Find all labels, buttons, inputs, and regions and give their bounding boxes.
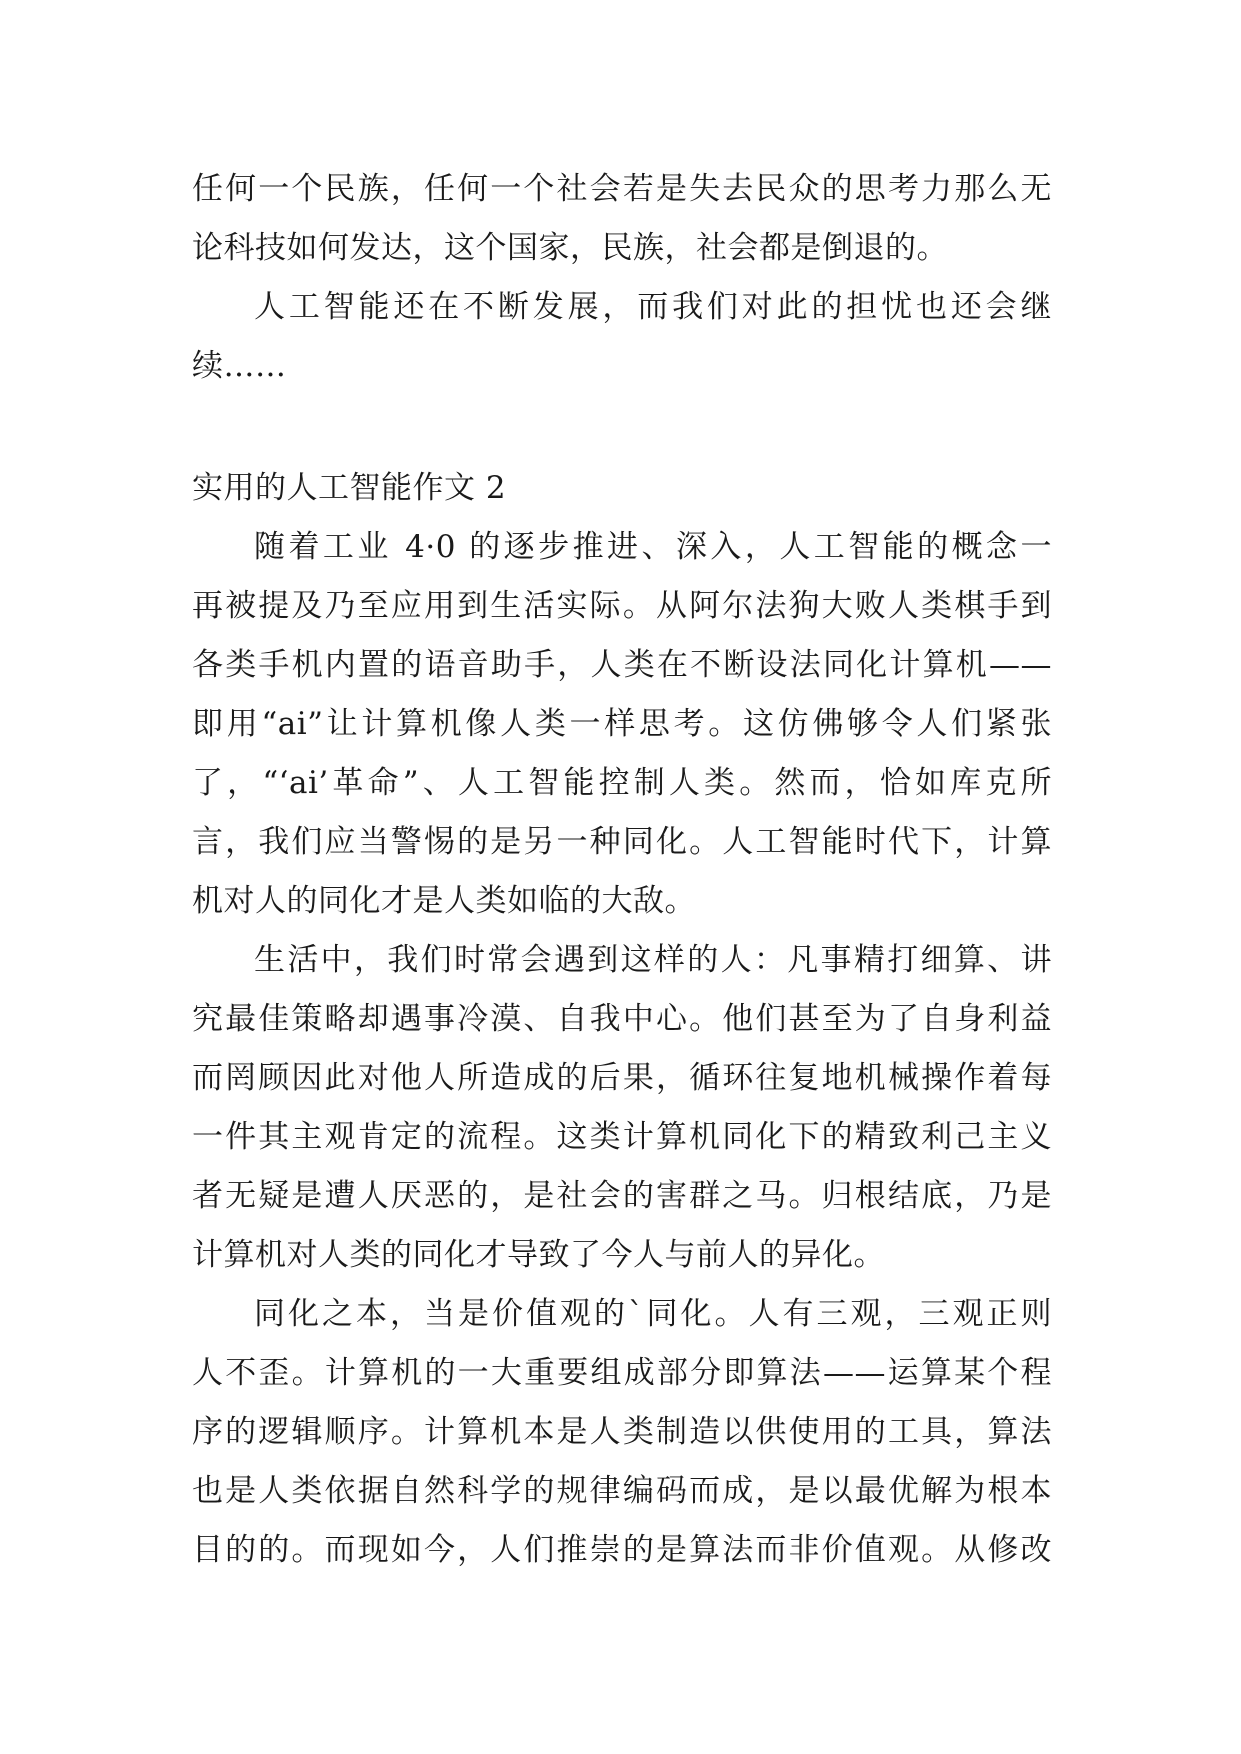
text-line: 而罔顾因此对他人所造成的后果，循环往复地机械操作着每	[192, 1060, 1052, 1096]
paragraph	[192, 278, 1052, 396]
text-line: 了，“‘ai’革命”、人工智能控制人类。然而，恰如库克所	[192, 765, 1052, 801]
text-line: 机对人的同化才是人类如临的大敌。	[192, 883, 696, 919]
text-line: 生活中，我们时常会遇到这样的人：凡事精打细算、讲	[254, 942, 1052, 978]
section-spacer	[192, 396, 1052, 459]
section-heading: 实用的人工智能作文 2	[192, 470, 507, 506]
text-line: 随着工业 4·0 的逐步推进、深入，人工智能的概念一	[254, 529, 1052, 565]
text-line: 任何一个民族，任何一个社会若是失去民众的思考力那么无	[192, 171, 1052, 207]
text-line: 序的逻辑顺序。计算机本是人类制造以供使用的工具，算法	[192, 1414, 1052, 1450]
text-line: 目的的。而现如今，人们推崇的是算法而非价值观。从修改	[192, 1532, 1052, 1568]
text-line: 论科技如何发达，这个国家，民族，社会都是倒退的。	[192, 230, 948, 266]
text-line: 续……	[192, 348, 287, 384]
text-line: 也是人类依据自然科学的规律编码而成，是以最优解为根本	[192, 1473, 1052, 1509]
text-line: 言，我们应当警惕的是另一种同化。人工智能时代下，计算	[192, 824, 1052, 860]
text-line: 各类手机内置的语音助手，人类在不断设法同化计算机——	[192, 647, 1052, 683]
text-line: 计算机对人类的同化才导致了今人与前人的异化。	[192, 1237, 885, 1273]
paragraph	[192, 931, 1052, 1285]
paragraph	[192, 518, 1052, 931]
document-page	[192, 160, 1052, 1580]
text-line: 人不歪。计算机的一大重要组成部分即算法——运算某个程	[192, 1355, 1052, 1391]
text-line: 同化之本，当是价值观的`同化。人有三观，三观正则	[254, 1296, 1052, 1332]
text-line: 人工智能还在不断发展，而我们对此的担忧也还会继	[254, 289, 1052, 325]
text-line: 一件其主观肯定的流程。这类计算机同化下的精致利己主义	[192, 1119, 1052, 1155]
text-line: 即用“ai”让计算机像人类一样思考。这仿佛够令人们紧张	[192, 706, 1052, 742]
text-line: 者无疑是遭人厌恶的，是社会的害群之马。归根结底，乃是	[192, 1178, 1052, 1214]
paragraph	[192, 1285, 1052, 1580]
text-line: 究最佳策略却遇事冷漠、自我中心。他们甚至为了自身利益	[192, 1001, 1052, 1037]
text-line: 再被提及乃至应用到生活实际。从阿尔法狗大败人类棋手到	[192, 588, 1052, 624]
paragraph	[192, 160, 1052, 278]
